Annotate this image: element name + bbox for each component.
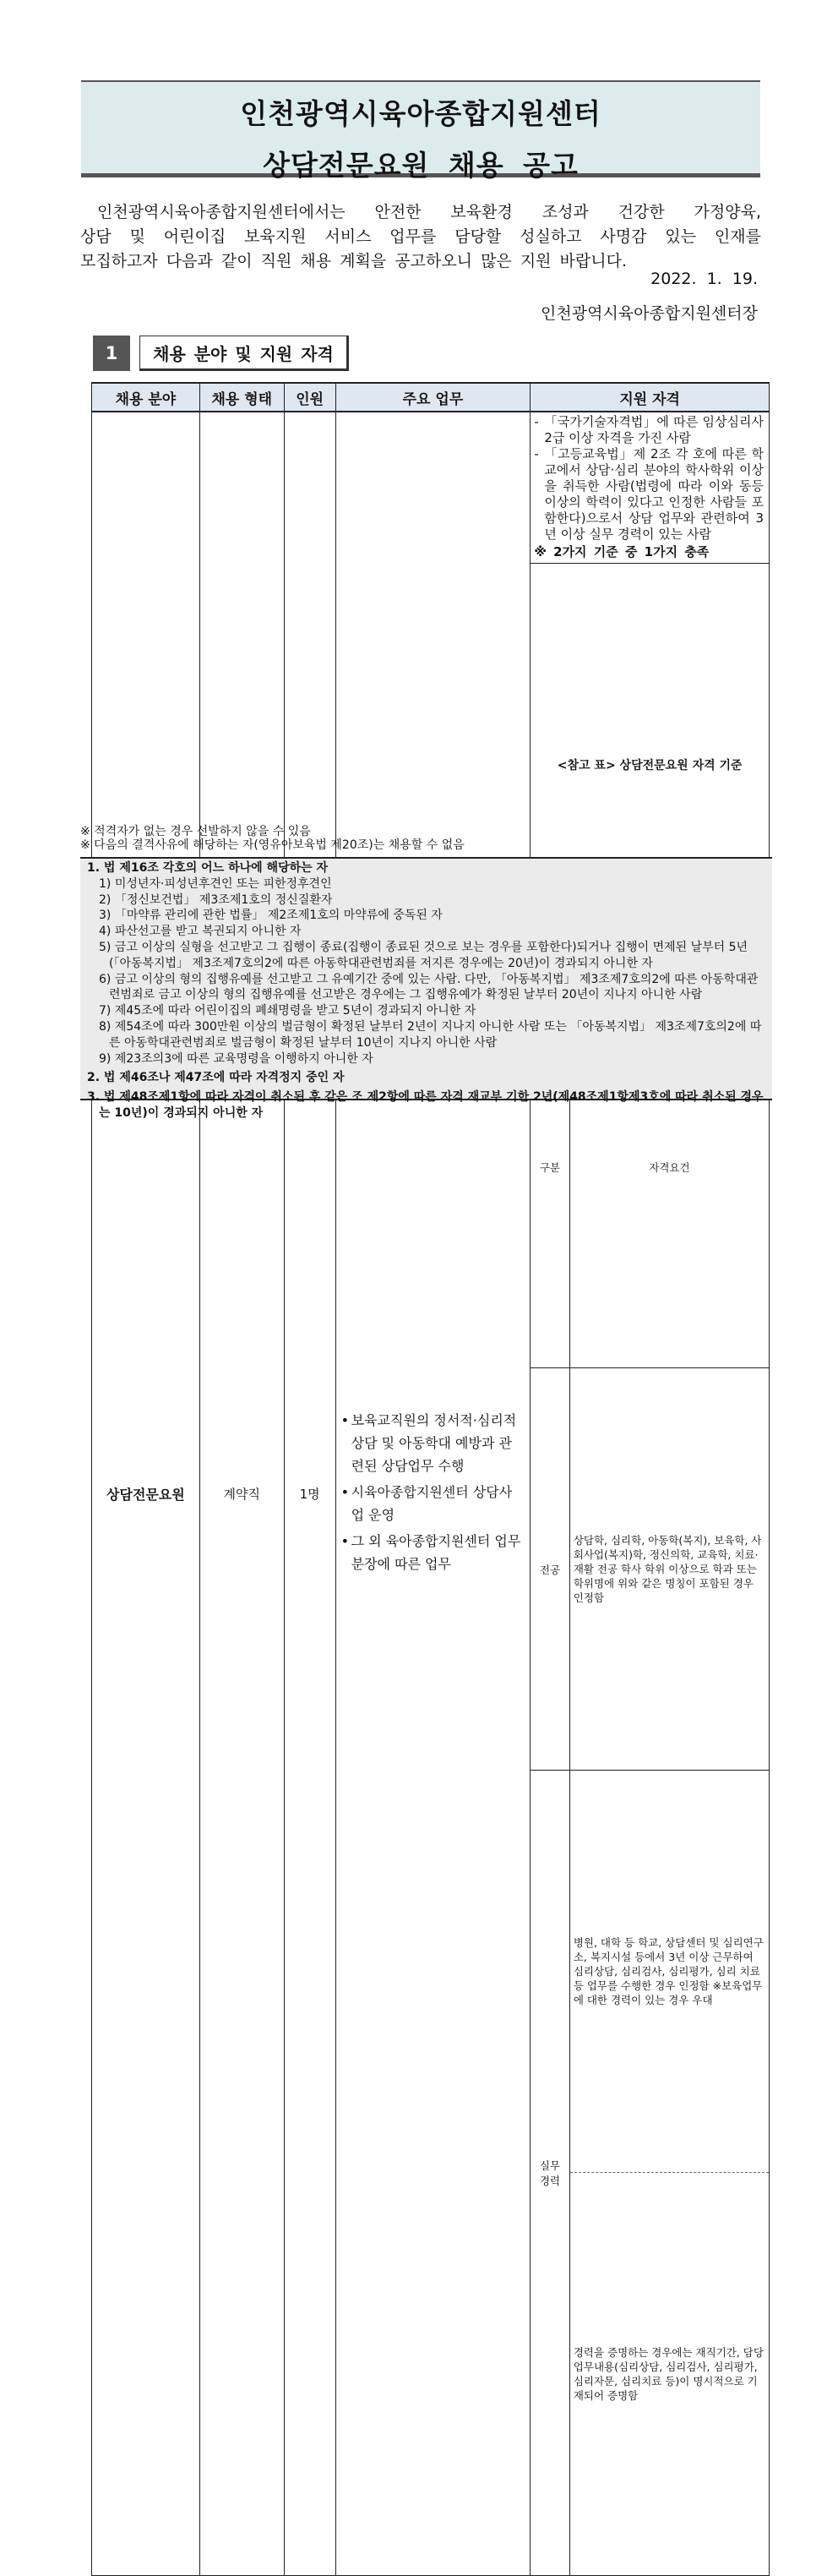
bullet-icon: • [340, 1532, 350, 1549]
experience-label: 실무 경력 [531, 1771, 569, 2575]
section-title: 채용 분야 및 지원 자격 [139, 336, 349, 371]
qualification-text: 「국가기술자격법」에 따른 임상심리사 2급 이상 자격을 가진 사람 [544, 414, 764, 445]
recruitment-table [91, 382, 770, 2576]
qualification-text: 「고등교육법」제 2조 각 호에 따른 학교에서 상담·심리 분야의 학사학위 이상을 취득한 사람(법령에 따라 이와 동등 이상의 학력이 있다고 인정한 사람들 포함한다)으로서 상담 업무와 관련하여 3년 이상 실무 경력이 있는 사람 [544, 446, 764, 542]
header-type: 채용 형태 [199, 383, 284, 412]
table-row [92, 412, 770, 2575]
duty-text: 보육교직원의 정서적·심리적 상담 및 아동학대 예방과 관련된 상담업무 수행 [351, 1411, 517, 1474]
intro-paragraph [80, 200, 761, 274]
notes [80, 825, 465, 852]
announcement-date: 2022. 1. 19. [650, 270, 758, 288]
bullet-icon: • [340, 1411, 350, 1428]
disqualification-item: 9) 제23조의3에 따른 교육명령을 이행하지 아니한 자 [99, 1051, 373, 1066]
reference-title: <참고 표> 상담전문요원 자격 기준 [531, 564, 769, 966]
qualification-note: ※ 2가지 기준 중 1가지 충족 [534, 544, 710, 559]
qualifications-cell [531, 412, 770, 2575]
disqualification-box [80, 857, 772, 1120]
disqualification-item: 3) 「마약류 관리에 관한 법률」 제2조제1호의 마약류에 중독된 자 [99, 909, 443, 923]
duty-item [341, 1409, 525, 1477]
major-description: 상담학, 심리학, 아동학(복지), 보육학, 사회사업(복지)학, 정신의학, 교육학, 치료·재활 전공 학사 학위 이상으로 학과 또는 학위명에 위와 같은 명칭이 포함된 경우 인정함 [569, 1368, 769, 1771]
duties-cell [335, 412, 531, 2575]
header-count: 인원 [284, 383, 335, 412]
header-field: 채용 분야 [92, 383, 200, 412]
title-line-2: 상담전문요원 채용 공고 [263, 149, 579, 182]
duty-text: 그 외 육아종합지원센터 업무 분장에 따른 업무 [351, 1532, 521, 1572]
disqualification-item: 4) 파산선고를 받고 복권되지 아니한 자 [99, 925, 302, 939]
disqualification-heading-3: 3. 법 제48조제1항에 따라 자격이 취소된 후 같은 조 제2항에 따른 자격 재교부 기한 2년(제48조제1항제3호에 따라 취소된 경우는 10년)이 경과되지 아니한 자 [87, 1090, 764, 1120]
reference-col-requirement: 자격요건 [569, 966, 769, 1368]
major-label: 전공 [531, 1368, 569, 1771]
experience-description-1: 병원, 대학 등 학교, 상담센터 및 심리연구소, 복지시설 등에서 3년 이상 근무하여 심리상담, 심리검사, 심리평가, 심리 치료 등 업무를 수행한 경우 인정함 ※보육업무에 대한 경력이 있는 경우 우대 [569, 1771, 769, 2173]
title-line-1: 인천광역시육아종합지원센터 [240, 97, 601, 130]
duty-item [341, 1530, 525, 1575]
bullet-icon: • [340, 1483, 350, 1500]
table-header-row [92, 383, 770, 412]
header-duties: 주요 업무 [335, 383, 531, 412]
organization-name: 인천광역시육아종합지원센터장 [541, 304, 758, 323]
section-number: 1 [93, 336, 130, 371]
title-banner [81, 80, 760, 182]
reference-col-category: 구분 [531, 966, 569, 1368]
field-cell: 상담전문요원 [92, 412, 200, 2575]
disqualification-item: 6) 금고 이상의 형의 집행유예를 선고받고 그 유예기간 중에 있는 사람. 다만, 「아동복지법」 제3조제7호의2에 따른 아동학대관련범죄로 금고 이상의 형의 집행유예를 선고받은 경우에는 그 집행유예가 확정된 날부터 20년이 지나지 아니한 사람 [99, 972, 759, 1002]
intro-line-3: 모집하고자 다음과 같이 직원 채용 계획을 공고하오니 많은 지원 바랍니다. [80, 252, 628, 270]
duty-item [341, 1481, 525, 1526]
qualification-item: - 「국가기술자격법」에 따른 임상심리사 2급 이상 자격을 가진 사람 [534, 414, 764, 445]
qualification-item: - 「고등교육법」제 2조 각 호에 따른 학교에서 상담·심리 분야의 학사학위 이상을 취득한 사람(법령에 따라 이와 동등 이상의 학력이 있다고 인정한 사람들 포함한다)으로서 상담 업무와 관련하여 3년 이상 실무 경력이 있는 사람 [534, 446, 764, 542]
type-cell: 계약직 [199, 412, 284, 2575]
disqualification-item: 2) 「정신보건법」 제3조제1호의 정신질환자 [99, 892, 333, 907]
duty-text: 시육아종합지원센터 상담사업 운영 [351, 1483, 513, 1523]
disqualification-item: 7) 제45조에 따라 어린이집의 폐쇄명령을 받고 5년이 경과되지 아니한 자 [99, 1004, 476, 1018]
experience-description-2: 경력을 증명하는 경우에는 재직기간, 담당 업무내용(심리상담, 심리검사, 심리평가, 심리자문, 심리치료 등)이 명시적으로 기재되어 증명함 [569, 2173, 769, 2575]
qualification-list [531, 412, 769, 543]
disqualification-item: 5) 금고 이상의 실형을 선고받고 그 집행이 종료(집행이 종료된 것으로 보는 경우를 포함한다)되거나 집행이 면제된 날부터 5년(「아동복지법」 제3조제7호의2에 따른 아동학대관련범죄를 저지른 경우에는 20년)이 경과되지 아니한 자 [99, 940, 748, 970]
disqualification-item: 1) 미성년자·피성년후견인 또는 피한정후견인 [99, 876, 332, 891]
disqualification-heading-2: 2. 법 제46조나 제47조에 따라 자격정지 중인 자 [87, 1071, 345, 1085]
note-2: ※ 다음의 결격사유에 해당하는 자(영유아보육법 제20조)는 채용할 수 없음 [80, 838, 465, 852]
disqualification-item: 8) 제54조에 따라 300만원 이상의 벌금형이 확정된 날부터 2년이 지나지 아니한 사람 또는 「아동복지법」 제3조제7호의2에 따른 아동학대관련범죄로 벌금형이 확정된 날부터 10년이 지나지 아니한 사람 [99, 1019, 762, 1050]
note-1: ※ 적격자가 없는 경우 선발하지 않을 수 있음 [80, 825, 311, 838]
count-cell: 1명 [284, 412, 335, 2575]
intro-line-1: 인천광역시육아종합지원센터에서는 안전한 보육환경 조성과 건강한 가정양육, [97, 203, 761, 221]
header-qualifications: 지원 자격 [531, 383, 770, 412]
disqualification-heading-1: 1. 법 제16조 각호의 어느 하나에 해당하는 자 [87, 861, 329, 875]
intro-line-2: 상담 및 어린이집 보육지원 서비스 업무를 담당할 성실하고 사명감 있는 인재를 [80, 227, 761, 246]
